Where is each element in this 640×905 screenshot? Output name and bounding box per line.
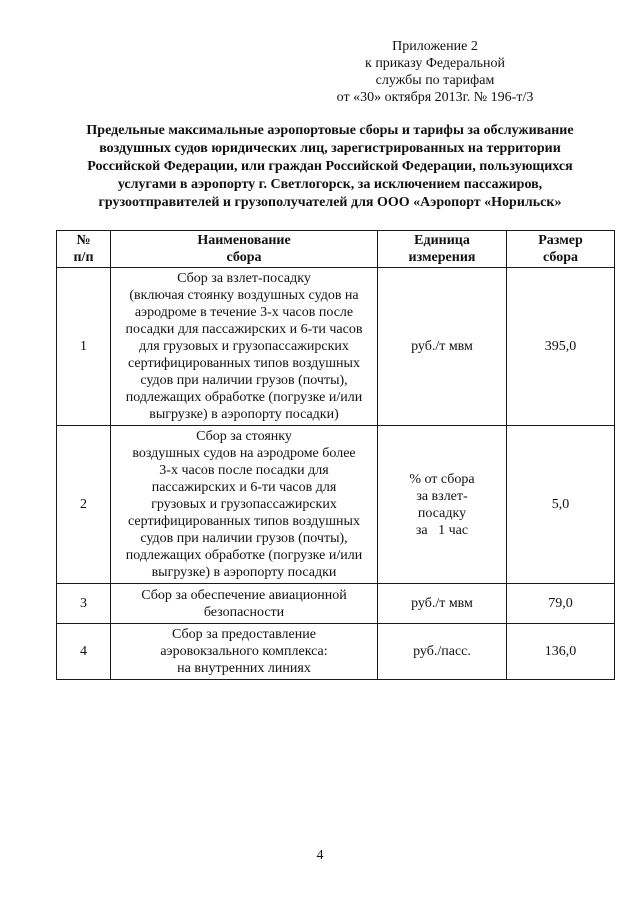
appendix-line-1: Приложение 2 [392, 39, 478, 54]
appendix-header [300, 38, 570, 106]
row-size: 136,0 [507, 624, 615, 680]
header-size: Размер сбора [507, 231, 615, 268]
appendix-line-3: службы по тарифам [375, 73, 495, 88]
title-line: Российской Федерации, или граждан Российской Федерации, пользующихся [87, 159, 573, 174]
table-row [57, 624, 615, 680]
row-num: 1 [57, 268, 111, 426]
row-name: Сбор за обеспечение авиационной безопасности [111, 584, 378, 624]
header-name: Наименование сбора [111, 231, 378, 268]
row-num: 2 [57, 426, 111, 584]
row-num: 4 [57, 624, 111, 680]
page-number: 4 [316, 848, 324, 863]
table-row [57, 268, 615, 426]
table-row [57, 584, 615, 624]
row-size: 5,0 [507, 426, 615, 584]
row-size: 79,0 [507, 584, 615, 624]
row-unit: % от сбора за взлет- посадку за 1 час [378, 426, 507, 584]
row-name: Сбор за предоставление аэровокзального комплекса: на внутренних линиях [111, 624, 378, 680]
row-name: Сбор за стоянку воздушных судов на аэродроме более 3-х часов после посадки для пассажирских и 6-ти часов для грузовых и грузопассажирских сертифицированных типов воздушных судов при наличии грузов (почты), подлежащих обработке (погрузке и/или выгрузке) в аэропорту посадки [111, 426, 378, 584]
header-unit: Единица измерения [378, 231, 507, 268]
row-unit: руб./т мвм [378, 268, 507, 426]
title-line: грузоотправителей и грузополучателей для ООО «Аэропорт «Норильск» [98, 195, 562, 210]
document-title [50, 122, 610, 212]
title-line: услугами в аэропорту г. Светлогорск, за исключением пассажиров, [117, 177, 543, 192]
fees-table [56, 230, 615, 680]
appendix-line-4: от «30» октября 2013г. № 196-т/3 [336, 90, 534, 105]
row-name: Сбор за взлет-посадку (включая стоянку воздушных судов на аэродроме в течение 3-х часов после посадки для пассажирских и 6-ти часов для грузовых и грузопассажирских сертифицированных типов воздушных судов при наличии грузов (почты), подлежащих обработке (погрузке и/или выгрузке) в аэропорту посадки) [111, 268, 378, 426]
header-num: № п/п [57, 231, 111, 268]
table-header-row [57, 231, 615, 268]
row-unit: руб./пасс. [378, 624, 507, 680]
table-row [57, 426, 615, 584]
row-num: 3 [57, 584, 111, 624]
title-line: воздушных судов юридических лиц, зарегистрированных на территории [99, 141, 561, 156]
appendix-line-2: к приказу Федеральной [365, 56, 505, 71]
row-size: 395,0 [507, 268, 615, 426]
title-line: Предельные максимальные аэропортовые сборы и тарифы за обслуживание [86, 123, 574, 138]
row-unit: руб./т мвм [378, 584, 507, 624]
